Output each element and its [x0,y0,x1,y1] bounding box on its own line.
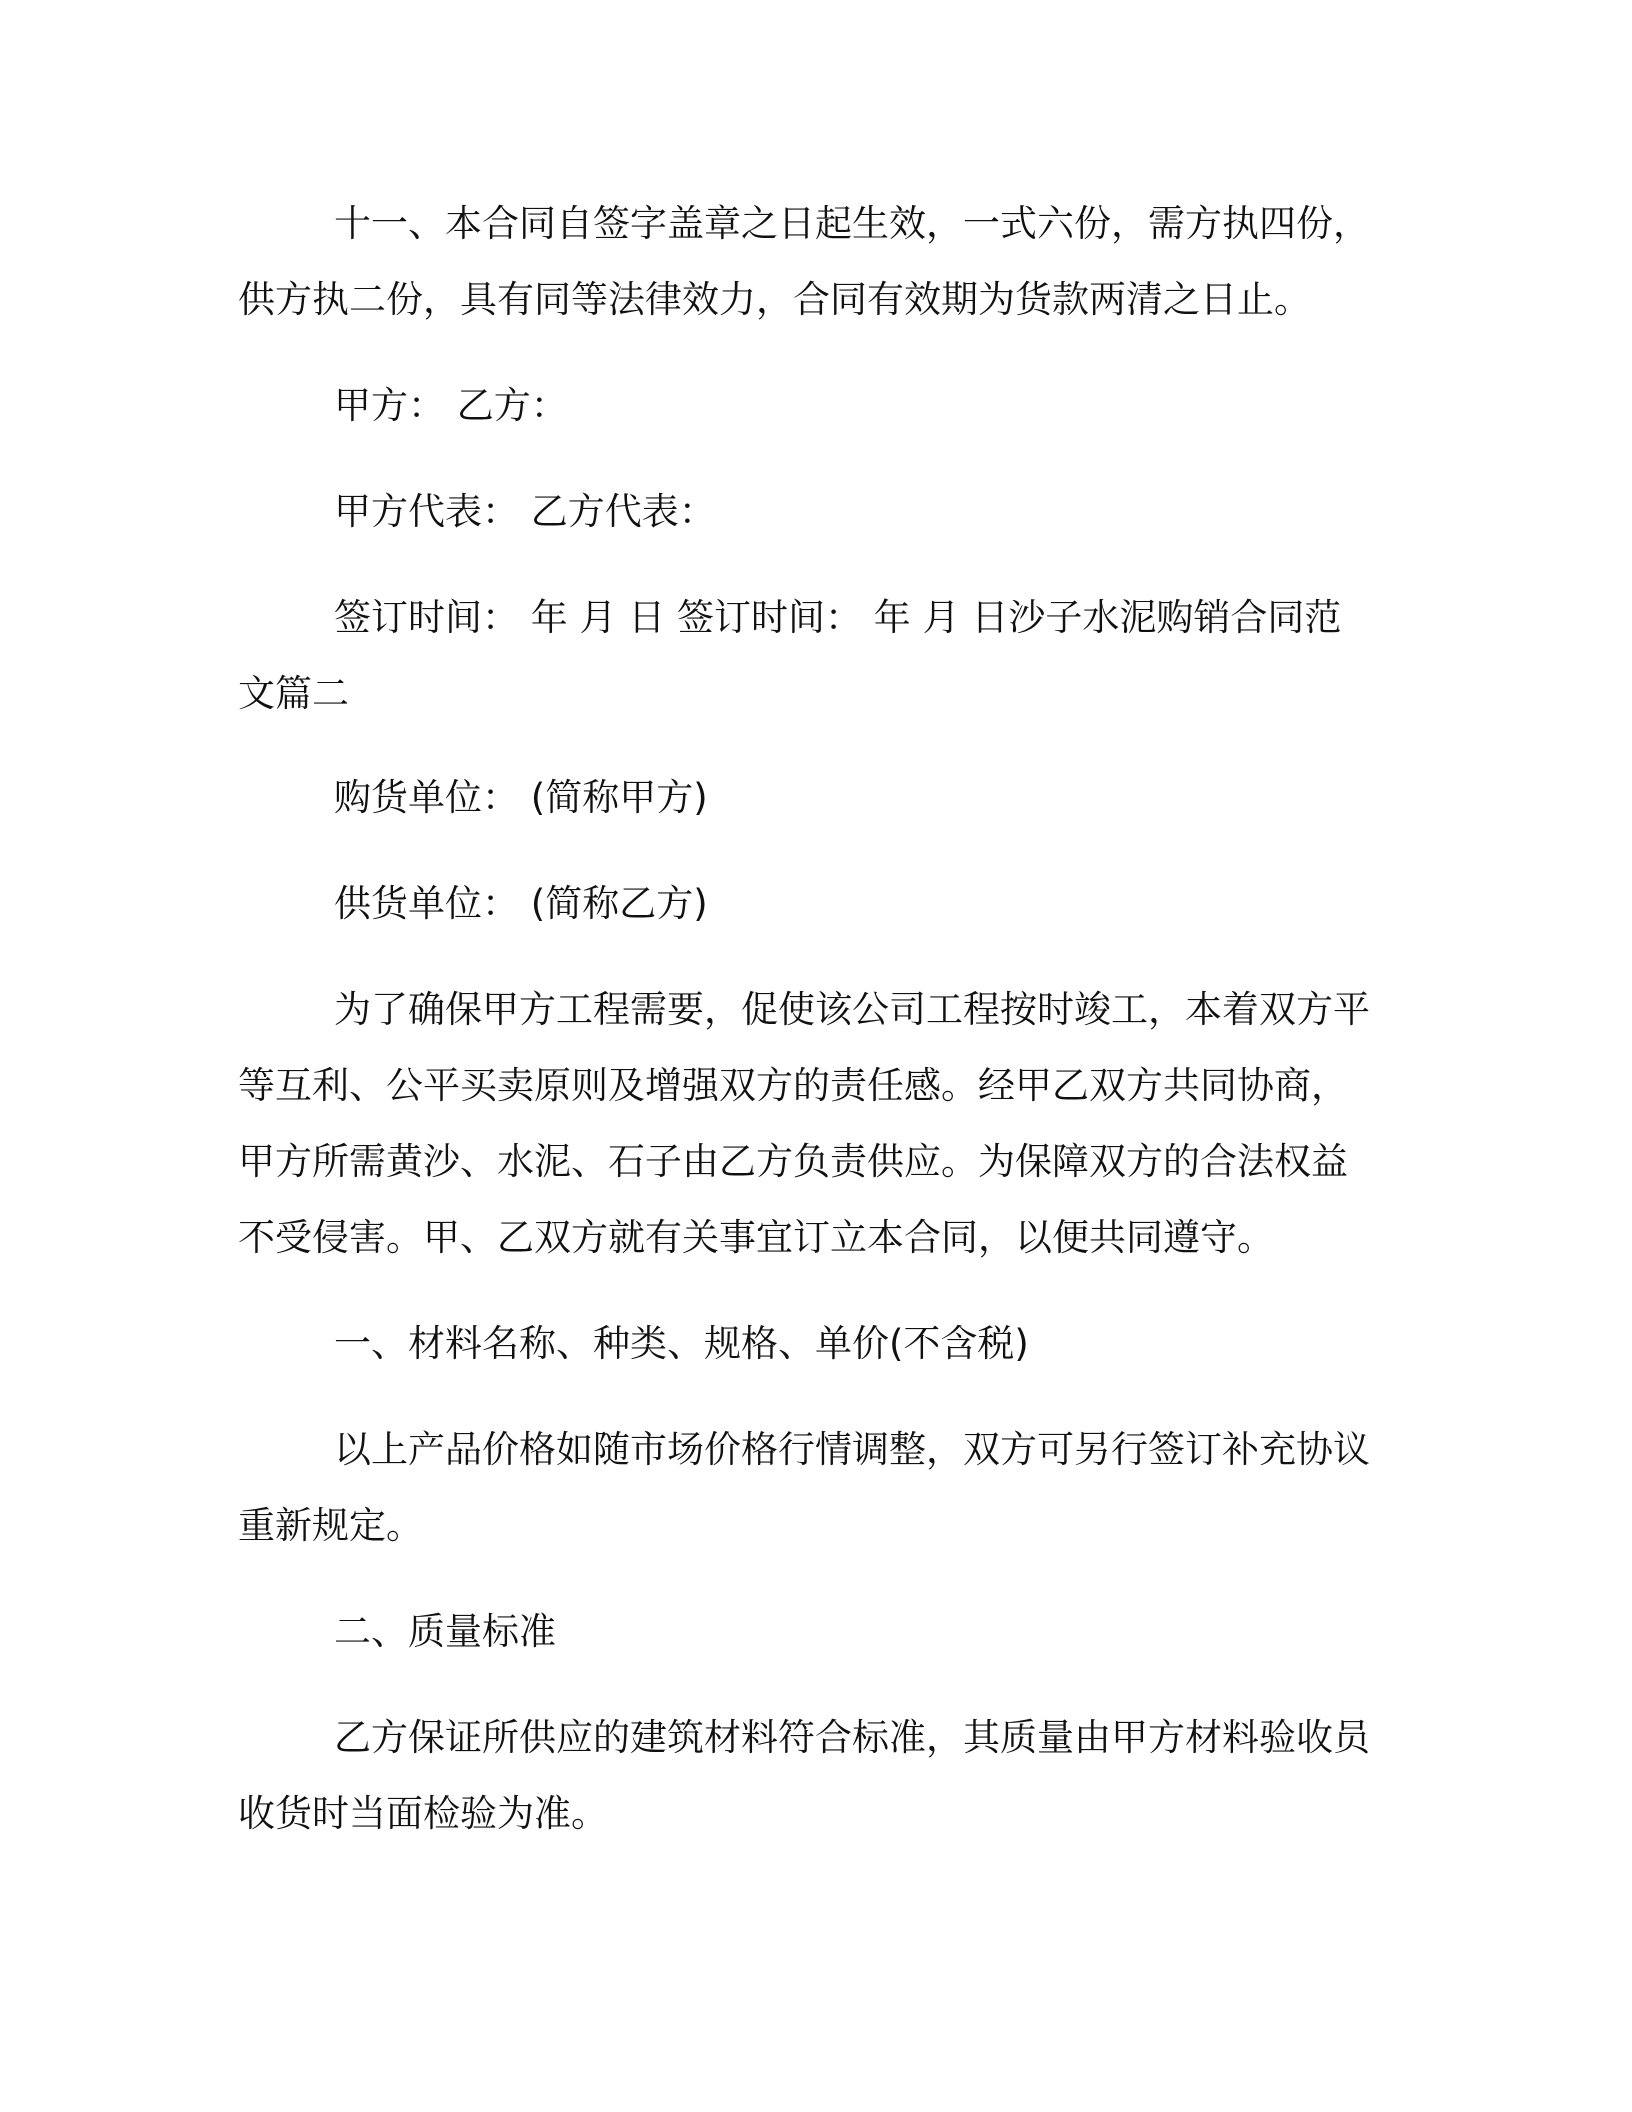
representatives-line: 甲方代表： 乙方代表： [334,490,716,533]
section-one-heading: 一、材料名称、种类、规格、单价(不含税) [334,1322,1029,1365]
price-adjustment-paragraph: 以上产品价格如随市场价格行情调整，双方可另行签订补充协议重新规定。 [238,1428,1370,1547]
buyer-unit-line: 购货单位： (简称甲方) [334,776,708,819]
clause-eleven-paragraph: 十一、本合同自签字盖章之日起生效，一式六份，需方执四份，供方执二份，具有同等法律效力，合同有效期为货款两清之日止。 [238,202,1370,321]
section-two-heading: 二、质量标准 [334,1610,556,1653]
quality-paragraph: 乙方保证所供应的建筑材料符合标准，其质量由甲方材料验收员收货时当面检验为准。 [238,1716,1370,1835]
document-body [238,186,1378,1852]
supplier-unit-line: 供货单位： (简称乙方) [334,882,708,925]
preamble-paragraph: 为了确保甲方工程需要，促使该公司工程按时竣工，本着双方平等互利、公平买卖原则及增强双方的责任感。经甲乙双方共同协商，甲方所需黄沙、水泥、石子由乙方负责供应。为保障双方的合法权益不受侵害。甲、乙双方就有关事宜订立本合同，以便共同遵守。 [238,988,1370,1259]
signing-date-line: 签订时间： 年 月 日 签订时间： 年 月 日沙子水泥购销合同范文篇二 [238,596,1342,715]
party-a-party-b-line: 甲方： 乙方： [334,384,568,427]
